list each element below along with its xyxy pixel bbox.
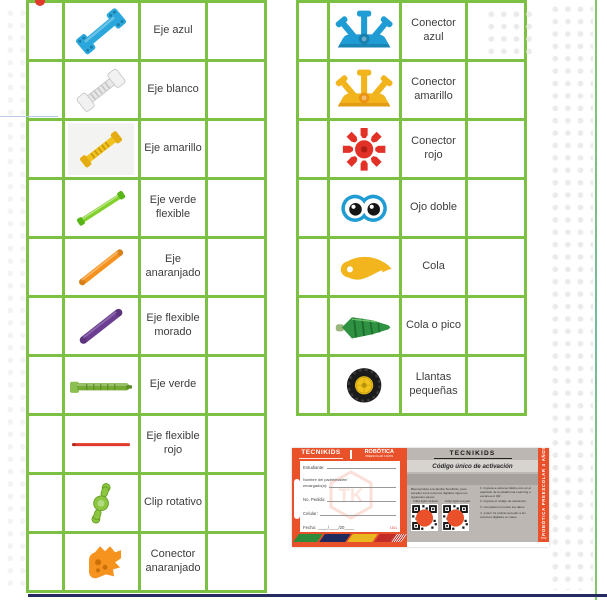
quantity-cell — [28, 297, 64, 356]
step-item: 3. Completa con todos tus datos. — [480, 505, 526, 510]
table-row — [298, 238, 526, 297]
step-item: 2. Ingresa el código de activación. — [480, 499, 527, 504]
part-image-cell — [64, 2, 140, 61]
eje-blanco-icon — [65, 62, 138, 118]
part-image-cell — [64, 533, 140, 592]
blank-cell — [467, 61, 526, 120]
part-label: Eje azul — [140, 2, 207, 61]
table-row — [28, 2, 266, 61]
quantity-cell — [28, 474, 64, 533]
clip-rotativo-icon — [65, 475, 138, 531]
write-line — [329, 483, 396, 488]
quantity-cell — [28, 179, 64, 238]
blank-cell — [207, 356, 266, 415]
quantity-cell — [298, 238, 329, 297]
blank-cell — [207, 2, 266, 61]
field-celular — [303, 511, 397, 517]
side-strip-code: TKR — [540, 535, 547, 540]
table-row — [28, 297, 266, 356]
field-fecha — [303, 525, 397, 530]
table-row — [28, 415, 266, 474]
eje-anaranjado-icon — [65, 239, 138, 295]
table-row — [28, 120, 266, 179]
blank-cell — [467, 179, 526, 238]
table-row — [28, 356, 266, 415]
qr-caption-2: Código digital encargado — [444, 500, 471, 503]
intro-text: Bienvenido/a a la familia TecniKids, para acceder a los recursos digitales sigue los siguientes pasos: — [411, 487, 468, 500]
program-subtitle: PREESCOLAR 4 AÑOS — [365, 455, 394, 459]
blank-cell — [207, 179, 266, 238]
part-label: Conector azul — [401, 2, 467, 61]
part-label: Clip rotativo — [140, 474, 207, 533]
side-strip-text: ROBÓTICA PREESCOLAR 4 AÑOS — [541, 446, 546, 536]
cola-icon — [330, 239, 399, 295]
side-notch — [294, 479, 300, 519]
card-registration-panel — [292, 448, 407, 547]
ojo-doble-icon — [330, 180, 399, 236]
blank-cell — [207, 474, 266, 533]
part-label: Eje amarillo — [140, 120, 207, 179]
field-label: Nombre del padre/madre/ — [303, 477, 348, 483]
left-parts-table — [26, 0, 267, 593]
field-label: Estudiante: — [303, 464, 325, 470]
activation-card — [292, 448, 549, 547]
qr-code-guardian — [442, 504, 469, 536]
part-label: Cola — [401, 238, 467, 297]
write-line — [320, 511, 396, 516]
part-image-cell — [329, 356, 401, 415]
table-row — [298, 356, 526, 415]
dot-grid-patch — [482, 5, 535, 55]
bottom-navy-line — [28, 594, 607, 597]
table-row — [28, 533, 266, 592]
part-label: Cola o pico — [401, 297, 467, 356]
part-image-cell — [64, 61, 140, 120]
activation-content — [407, 485, 538, 536]
eje-verde-icon — [65, 357, 138, 413]
quantity-cell — [298, 61, 329, 120]
quantity-cell — [28, 356, 64, 415]
table-row — [298, 120, 526, 179]
brand-tagline-bar — [299, 458, 343, 459]
brand-logo: TECNIKIDS — [301, 449, 341, 457]
card-header — [292, 448, 407, 461]
blank-cell — [207, 120, 266, 179]
part-image-cell — [64, 474, 140, 533]
quantity-cell — [298, 179, 329, 238]
field-nombre — [303, 478, 397, 488]
part-image-cell — [64, 415, 140, 474]
blank-cell — [207, 415, 266, 474]
part-label: Ojo doble — [401, 179, 467, 238]
part-image-cell — [64, 238, 140, 297]
part-image-cell — [329, 297, 401, 356]
write-line — [327, 497, 396, 502]
code-band — [407, 474, 538, 485]
fecha-blanks: ____/____/20____ — [318, 524, 354, 530]
quantity-cell — [298, 356, 329, 415]
table-row — [298, 179, 526, 238]
quantity-cell — [28, 238, 64, 297]
step-item: 4. ¡Listo! Ya podrás acceder a los recursos digitales en clase. — [480, 510, 526, 519]
part-label: Llantas pequeñas — [401, 356, 467, 415]
quantity-cell — [298, 2, 329, 61]
part-label: Eje verde — [140, 356, 207, 415]
part-image-cell — [329, 2, 401, 61]
color-ribbon — [293, 534, 407, 542]
blank-cell — [467, 238, 526, 297]
llantas-pequenas-icon — [330, 357, 399, 413]
table-row — [298, 297, 526, 356]
part-image-cell — [329, 238, 401, 297]
part-image-cell — [329, 179, 401, 238]
part-image-cell — [64, 179, 140, 238]
table-row — [28, 474, 266, 533]
part-label: Eje anaranjado — [140, 238, 207, 297]
qr-codes — [411, 504, 477, 536]
part-image-cell — [64, 356, 140, 415]
field-label: Celular: — [303, 511, 318, 517]
quantity-cell — [28, 61, 64, 120]
quantity-cell — [28, 533, 64, 592]
blank-cell — [207, 297, 266, 356]
step-item: 1. Ingresa a www.tecnikids.com en el apartado de la plataforma Learning o escanea el QR. — [480, 486, 531, 498]
dot-grid-right — [546, 0, 593, 590]
qr-code-student — [411, 504, 438, 536]
part-label: Eje verde flexible — [140, 179, 207, 238]
quantity-cell — [28, 120, 64, 179]
field-label: Fecha: — [303, 524, 317, 530]
conector-amarillo-icon — [330, 62, 399, 118]
blank-cell — [467, 356, 526, 415]
card-side-strip — [538, 448, 549, 542]
conector-rojo-icon — [330, 121, 399, 177]
quantity-cell — [298, 120, 329, 179]
part-label: Conector anaranjado — [140, 533, 207, 592]
registration-form — [300, 461, 400, 532]
card-activation-panel — [407, 448, 538, 542]
eje-azul-icon — [65, 3, 138, 59]
field-pedido — [303, 497, 397, 503]
part-image-cell — [329, 120, 401, 179]
ribbon-yellow — [347, 534, 377, 542]
table-row — [298, 61, 526, 120]
part-label: Eje flexible morado — [140, 297, 207, 356]
activation-steps — [480, 487, 535, 536]
field-estudiante — [303, 464, 397, 470]
activation-title: Código único de activación — [407, 460, 538, 472]
brand-box — [292, 450, 350, 459]
part-label: Conector amarillo — [401, 61, 467, 120]
field-label: No. Pedido: — [303, 497, 326, 503]
eje-flexible-morado-icon — [65, 298, 138, 354]
conector-anaranjado-icon — [65, 534, 138, 590]
svg-text:TK: TK — [338, 486, 364, 507]
field-label: encargado(a): — [303, 482, 328, 488]
blank-cell — [467, 120, 526, 179]
blank-cell — [207, 238, 266, 297]
quantity-cell — [28, 2, 64, 61]
eje-amarillo-icon — [65, 121, 138, 177]
blank-cell — [207, 61, 266, 120]
right-parts-table — [296, 0, 527, 416]
blank-cell — [207, 533, 266, 592]
table-row — [28, 179, 266, 238]
qr-caption-1: Código digital estudiante — [412, 500, 439, 503]
dot-grid-left — [1, 4, 27, 590]
part-label: Eje blanco — [140, 61, 207, 120]
cola-o-pico-icon — [330, 298, 399, 354]
right-green-line — [595, 0, 597, 600]
part-label: Conector rojo — [401, 120, 467, 179]
ribbon-red — [374, 534, 407, 542]
ribbon-navy — [319, 534, 351, 542]
blank-cell — [467, 297, 526, 356]
write-line — [327, 464, 397, 469]
table-row — [28, 238, 266, 297]
part-image-cell — [64, 120, 140, 179]
quantity-cell — [298, 297, 329, 356]
quantity-cell — [28, 415, 64, 474]
blue-line-segment — [0, 116, 58, 117]
eje-verde-flexible-icon — [65, 180, 138, 236]
program-box — [352, 450, 408, 459]
form-fields — [303, 464, 397, 530]
conector-azul-icon — [330, 3, 399, 59]
table-row — [28, 61, 266, 120]
part-label: Eje flexible rojo — [140, 415, 207, 474]
program-title: ROBÓTICA — [364, 449, 394, 456]
form-code: 1301 — [389, 525, 397, 530]
part-image-cell — [64, 297, 140, 356]
part-image-cell — [329, 61, 401, 120]
eje-flexible-rojo-icon — [65, 416, 138, 472]
brand-logo-gray: TECNIKIDS — [434, 450, 512, 459]
